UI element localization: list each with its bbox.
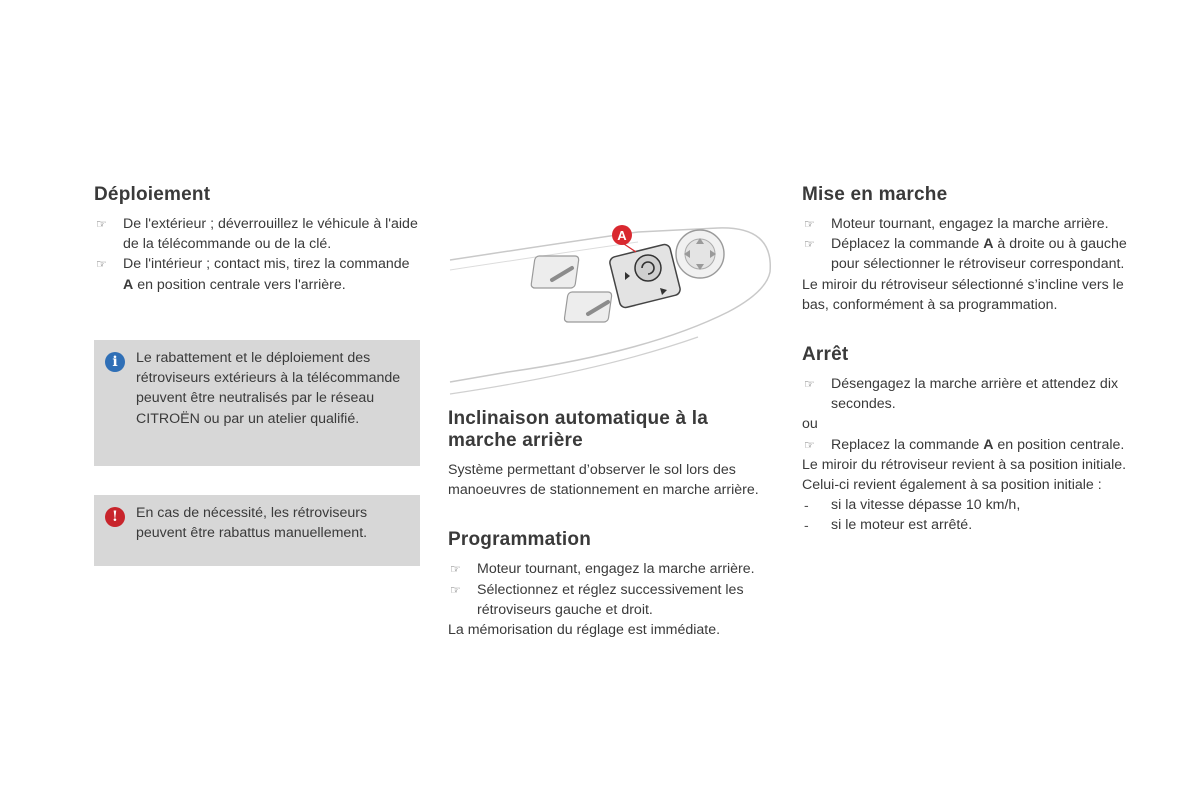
list-item — [802, 234, 1132, 274]
start-description: Le miroir du rétroviseur sélectionné s’incline vers le bas, conformément à sa programmation. — [802, 276, 1124, 313]
list-item — [94, 254, 420, 294]
deploy-bullet-list — [94, 214, 420, 295]
list-item-text: si le moteur est arrêté. — [831, 517, 973, 534]
stop-heading: Arrêt — [802, 344, 849, 366]
list-item-text: Moteur tournant, engagez la marche arrière. — [831, 216, 1109, 232]
pointing-hand-icon: ☞ — [804, 217, 815, 231]
control-a-label: A — [983, 236, 994, 253]
list-item — [802, 374, 1132, 414]
list-item-text: Moteur tournant, engagez la marche arrière. — [477, 561, 755, 578]
left-column — [94, 184, 420, 295]
list-item-text: De l'extérieur ; déverrouillez le véhicule à l'aide de la télécommande ou de la clé. — [123, 216, 418, 253]
mirror-adjust-pad — [676, 230, 724, 278]
mirror-control-panel-illustration — [448, 222, 774, 398]
warning-note — [94, 495, 420, 566]
info-note — [94, 340, 420, 466]
info-icon: i — [105, 352, 125, 372]
list-item-text-start: Replacez la commande — [831, 436, 984, 453]
list-item-text-start: De l'intérieur ; contact mis, tirez la commande — [123, 256, 410, 273]
list-item — [802, 515, 1132, 535]
list-item-text: Sélectionnez et réglez successivement les rétroviseurs gauche et droit. — [477, 581, 744, 618]
right-column — [802, 184, 1132, 536]
list-item — [94, 214, 420, 254]
stop-description-1: Le miroir du rétroviseur revient à sa position initiale. — [802, 456, 1127, 473]
start-heading: Mise en marche — [802, 184, 948, 205]
list-item-text: si la vitesse dépasse 10 km/h, — [831, 497, 1021, 514]
pointing-hand-icon: ☞ — [450, 562, 461, 577]
control-a-label: A — [983, 436, 994, 453]
list-item-text-start: Déplacez la commande — [831, 236, 984, 253]
pointing-hand-icon: ☞ — [450, 582, 461, 597]
window-switch-rear — [564, 292, 612, 322]
stop-or-text: ou — [802, 416, 818, 433]
warning-note-text: En cas de nécessité, les rétroviseurs peuvent être rabattus manuellement. — [136, 505, 368, 542]
tilt-heading: Inclinaison automatique à la marche arrière — [448, 408, 709, 451]
pointing-hand-icon: ☞ — [804, 437, 815, 452]
list-item — [802, 214, 1132, 234]
pointing-hand-icon: ☞ — [804, 237, 815, 252]
list-item — [448, 559, 773, 579]
dash-marker: - — [804, 497, 809, 514]
stop-description-2: Celui-ci revient également à sa position initiale : — [802, 477, 1102, 494]
pointing-hand-icon: ☞ — [96, 217, 107, 231]
list-item-text-end: à droite ou à gauche pour sélectionner le rétroviseur correspondant. — [831, 236, 1127, 273]
list-item — [802, 435, 1132, 455]
list-item-text-end: en position centrale. — [993, 436, 1125, 453]
middle-column — [448, 408, 773, 640]
start-bullet-list — [802, 214, 1132, 275]
dash-marker: - — [804, 517, 809, 534]
pointing-hand-icon: ☞ — [96, 257, 107, 272]
programming-heading: Programmation — [448, 529, 592, 551]
tilt-description: Système permettant d’observer le sol lors des manoeuvres de stationnement en marche arrière. — [448, 462, 759, 499]
deploy-heading: Déploiement — [94, 184, 211, 205]
list-item — [802, 495, 1132, 515]
programming-note: La mémorisation du réglage est immédiate. — [448, 622, 721, 639]
mirror-control-a — [609, 243, 682, 308]
list-item-text-end: en position centrale vers l'arrière. — [133, 276, 346, 293]
stop-bullet-list — [802, 374, 1132, 414]
control-a-label: A — [123, 276, 134, 293]
warning-icon: ! — [105, 507, 125, 527]
list-item — [448, 580, 773, 620]
callout-a-label: A — [617, 228, 627, 243]
stop-condition-list — [802, 495, 1132, 535]
list-item-text: Désengagez la marche arrière et attendez dix secondes. — [831, 376, 1119, 413]
pointing-hand-icon: ☞ — [804, 377, 815, 392]
window-switch-front — [531, 256, 579, 288]
info-note-text: Le rabattement et le déploiement des rétroviseurs extérieurs à la télécommande peuvent être neutralisés par le réseau CITROËN ou par un atelier qualifié. — [136, 350, 401, 427]
stop-bullet-list-2 — [802, 435, 1132, 455]
programming-bullet-list — [448, 559, 773, 620]
